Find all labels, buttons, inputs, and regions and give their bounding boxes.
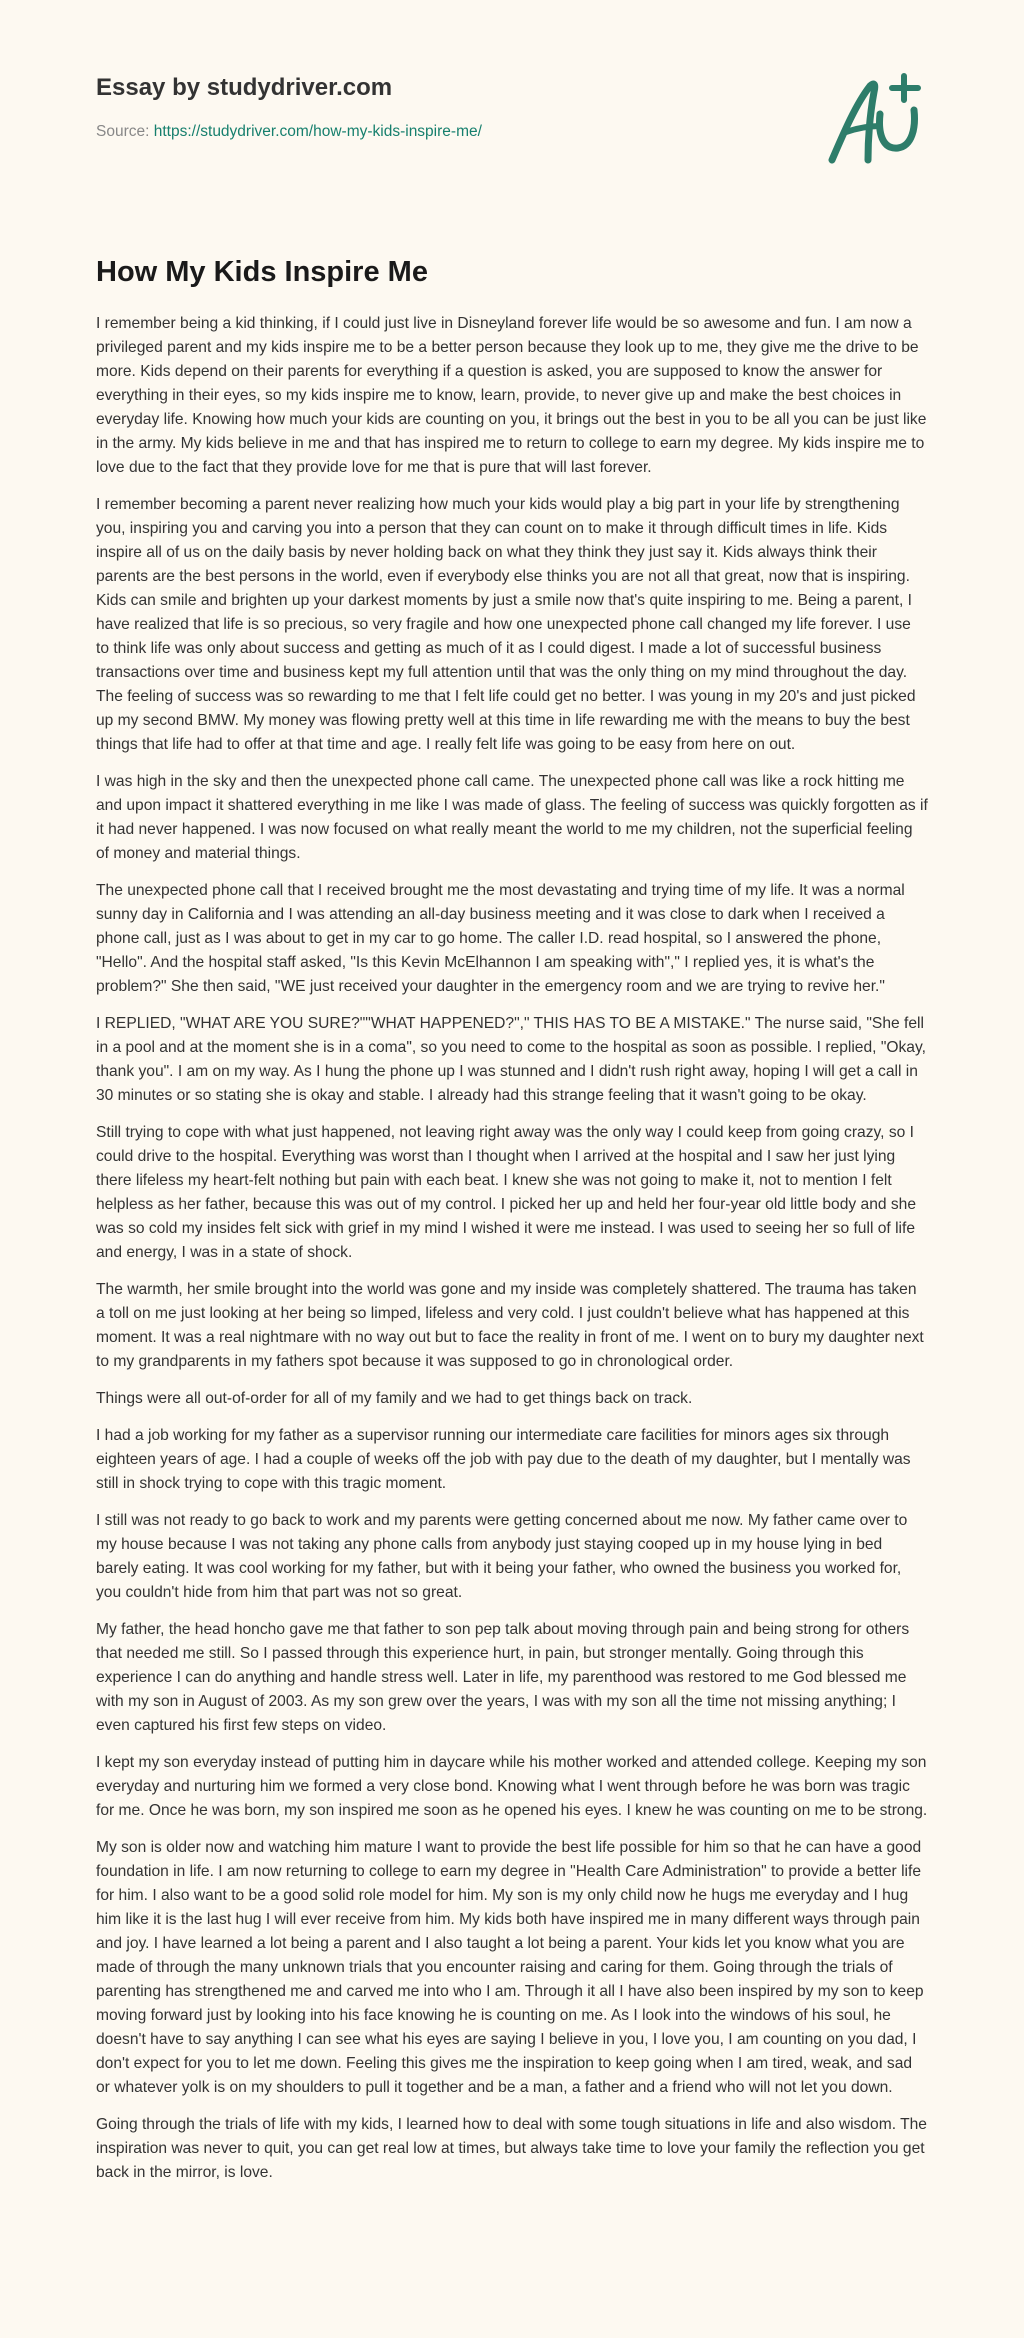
essay-paragraph: Going through the trials of life with my kids, I learned how to deal with some tough situations in life and also wisdom. The inspiration was never to quit, you can get real low at times, but always take time to love your family the reflection you get back in the mirror, is love. [96,2116,927,2181]
page-header [96,70,928,190]
essay-title: How My Kids Inspire Me [96,256,428,288]
essay-body [96,252,928,2198]
essay-paragraph: I remember becoming a parent never realizing how much your kids would play a big part in your life by strengthening you, inspiring you and carving you into a person that they can count on to make it through difficult times in life. Kids inspire all of us on the daily basis by never holding back on what they think they just say it. Kids always think their parents are the best persons in the world, even if everybody else thinks you are not all that great, now that is inspiring. Kids can smile and brighten up your darkest moments by just a smile now that's quite inspiring to me. Being a parent, I have realized that life is so precious, so very fragile and how one unexpected phone call changed my life forever. I use to think life was only about success and getting as much of it as I could digest. I made a lot of successful business transactions over time and business kept my full attention until that was the only thing on my mind throughout the day. The feeling of success was so rewarding to me that I felt life could get no better. I was young in my 20's and just picked up my second BMW. My money was flowing pretty well at this time in life rewarding me with the means to buy the best things that life had to offer at that time and age. I really felt life was going to be easy from here on out. [96,496,916,753]
source-line [96,122,482,142]
essay-paragraph: I remember being a kid thinking, if I could just live in Disneyland forever life would be so awesome and fun. I am now a privileged parent and my kids inspire me to be a better person because they look up to me, they give me the drive to be more. Kids depend on their parents for everything if a question is asked, you are supposed to know the answer for everything in their eyes, so my kids inspire me to know, learn, provide, to never give up and make the best choices in everyday life. Knowing how much your kids are counting on you, it brings out the best in you to be all you can be just like in the army. My kids believe in me and that has inspired me to return to college to earn my degree. My kids inspire me to love due to the fact that they provide love for me that is pure that will last forever. [96,315,927,476]
essay-paragraph: I was high in the sky and then the unexpected phone call came. The unexpected phone call was like a rock hitting me and upon impact it shattered everything in me like I was made of glass. The feeling of success was quickly forgotten as if it had never happened. I was now focused on what really meant the world to me my children, not the superficial feeling of money and material things. [96,773,928,862]
source-label: Source: [96,123,150,140]
essay-paragraph: The warmth, her smile brought into the world was gone and my inside was completely shattered. The trauma has taken a toll on me just looking at her being so limped, lifeless and very cold. I just couldn't believe what has happened at this moment. It was a real nightmare with no way out but to face the reality in front of me. I went on to bury my daughter next to my grandparents in my fathers spot because it was supposed to go in chronological order. [96,1281,924,1370]
essay-paragraph: My father, the head honcho gave me that father to son pep talk about moving through pain and being strong for others that needed me still. So I passed through this experience hurt, in pain, but stronger mentally. Going through this experience I can do anything and handle stress well. Later in life, my parenthood was restored to me God blessed me with my son in August of 2003. As my son grew over the years, I was with my son all the time not missing anything; I even captured his first few steps on video. [96,1621,910,1734]
essay-paragraph: I REPLIED, "WHAT ARE YOU SURE?""WHAT HAPPENED?"," THIS HAS TO BE A MISTAKE." The nurse said, "She fell in a pool and at the moment she is in a coma", so you need to come to the hospital as soon as possible. I replied, "Okay, thank you". I am on my way. As I hung the phone up I was stunned and I didn't rush right away, hoping I will get a call in 30 minutes or so stating she is okay and stable. I already had this strange feeling that it wasn't going to be okay. [96,1015,926,1104]
essay-paragraph: My son is older now and watching him mature I want to provide the best life possible for him so that he can have a good foundation in life. I am now returning to college to earn my degree in "Health Care Administration" to provide a better life for him. I also want to be a good solid role model for him. My son is my only child now he hugs me everyday and I hug him like it is the last hug I will ever receive from him. My kids both have inspired me in many different ways through pain and joy. I have learned a lot being a parent and I also taught a lot being a parent. Your kids let you know what you are made of through the many unknown trials that you encounter raising and caring for them. Going through the trials of parenting has strengthened me and carved me into who I am. Through it all I have also been inspired by my son to keep moving forward just by looking into his face knowing he is counting on me. As I look into the windows of his soul, he doesn't have to say anything I can see what his eyes are saying I believe in you, I love you, I am counting on you dad, I don't expect for you to let me down. Feeling this gives me the inspiration to keep going when I am tired, weak, and sad or whatever yolk is on my shoulders to pull it together and be a man, a father and a friend who will not let you down. [96,1839,924,2096]
site-title: Essay by studydriver.com [96,74,393,101]
essay-paragraph: I kept my son everyday instead of putting him in daycare while his mother worked and attended college. Keeping my son everyday and nurturing him we formed a very close bond. Knowing what I went through before he was born was tragic for me. Once he was born, my son inspired me soon as he opened his eyes. I knew he was counting on me to be strong. [96,1754,928,1819]
essay-paragraph: I still was not ready to go back to work and my parents were getting concerned about me now. My father came over to my house because I was not taking any phone calls from anybody just staying cooped up in my house lying in bed barely eating. It was cool working for my father, but with it being your father, who owned the business you worked for, you couldn't hide from him that part was not so great. [96,1512,908,1601]
essay-paragraph: Still trying to cope with what just happened, not leaving right away was the only way I could keep from going crazy, so I could drive to the hospital. Everything was worst than I thought when I arrived at the hospital and I saw her just lying there lifeless my heart-felt nothing but pain with each beat. I knew she was not going to make it, not to mention I felt helpless as her father, because this was out of my control. I picked her up and held her four-year old little body and she was so cold my insides felt sick with grief in my mind I wished it were me instead. I was used to seeing her so full of life and energy, I was in a state of shock. [96,1124,917,1261]
source-link[interactable]: https://studydriver.com/how-my-kids-inspire-me/ [153,123,482,140]
essay-paragraph: Things were all out-of-order for all of my family and we had to get things back on track. [96,1390,693,1407]
a-plus-logo-icon [818,70,928,170]
essay-paragraph: I had a job working for my father as a supervisor running our intermediate care facilities for minors ages six through eighteen years of age. I had a couple of weeks off the job with pay due to the death of my daughter, but I mentally was still in shock trying to cope with this tragic moment. [96,1427,911,1492]
essay-paragraph: The unexpected phone call that I received brought me the most devastating and trying time of my life. It was a normal sunny day in California and I was attending an all-day business meeting and it was close to dark when I received a phone call, just as I was about to get in my car to go home. The caller I.D. read hospital, so I answered the phone, "Hello". And the hospital staff asked, "Is this Kevin McElhannon I am speaking with"," I replied yes, it is what's the problem?" She then said, "WE just received your daughter in the emergency room and we are trying to revive her." [96,882,905,995]
